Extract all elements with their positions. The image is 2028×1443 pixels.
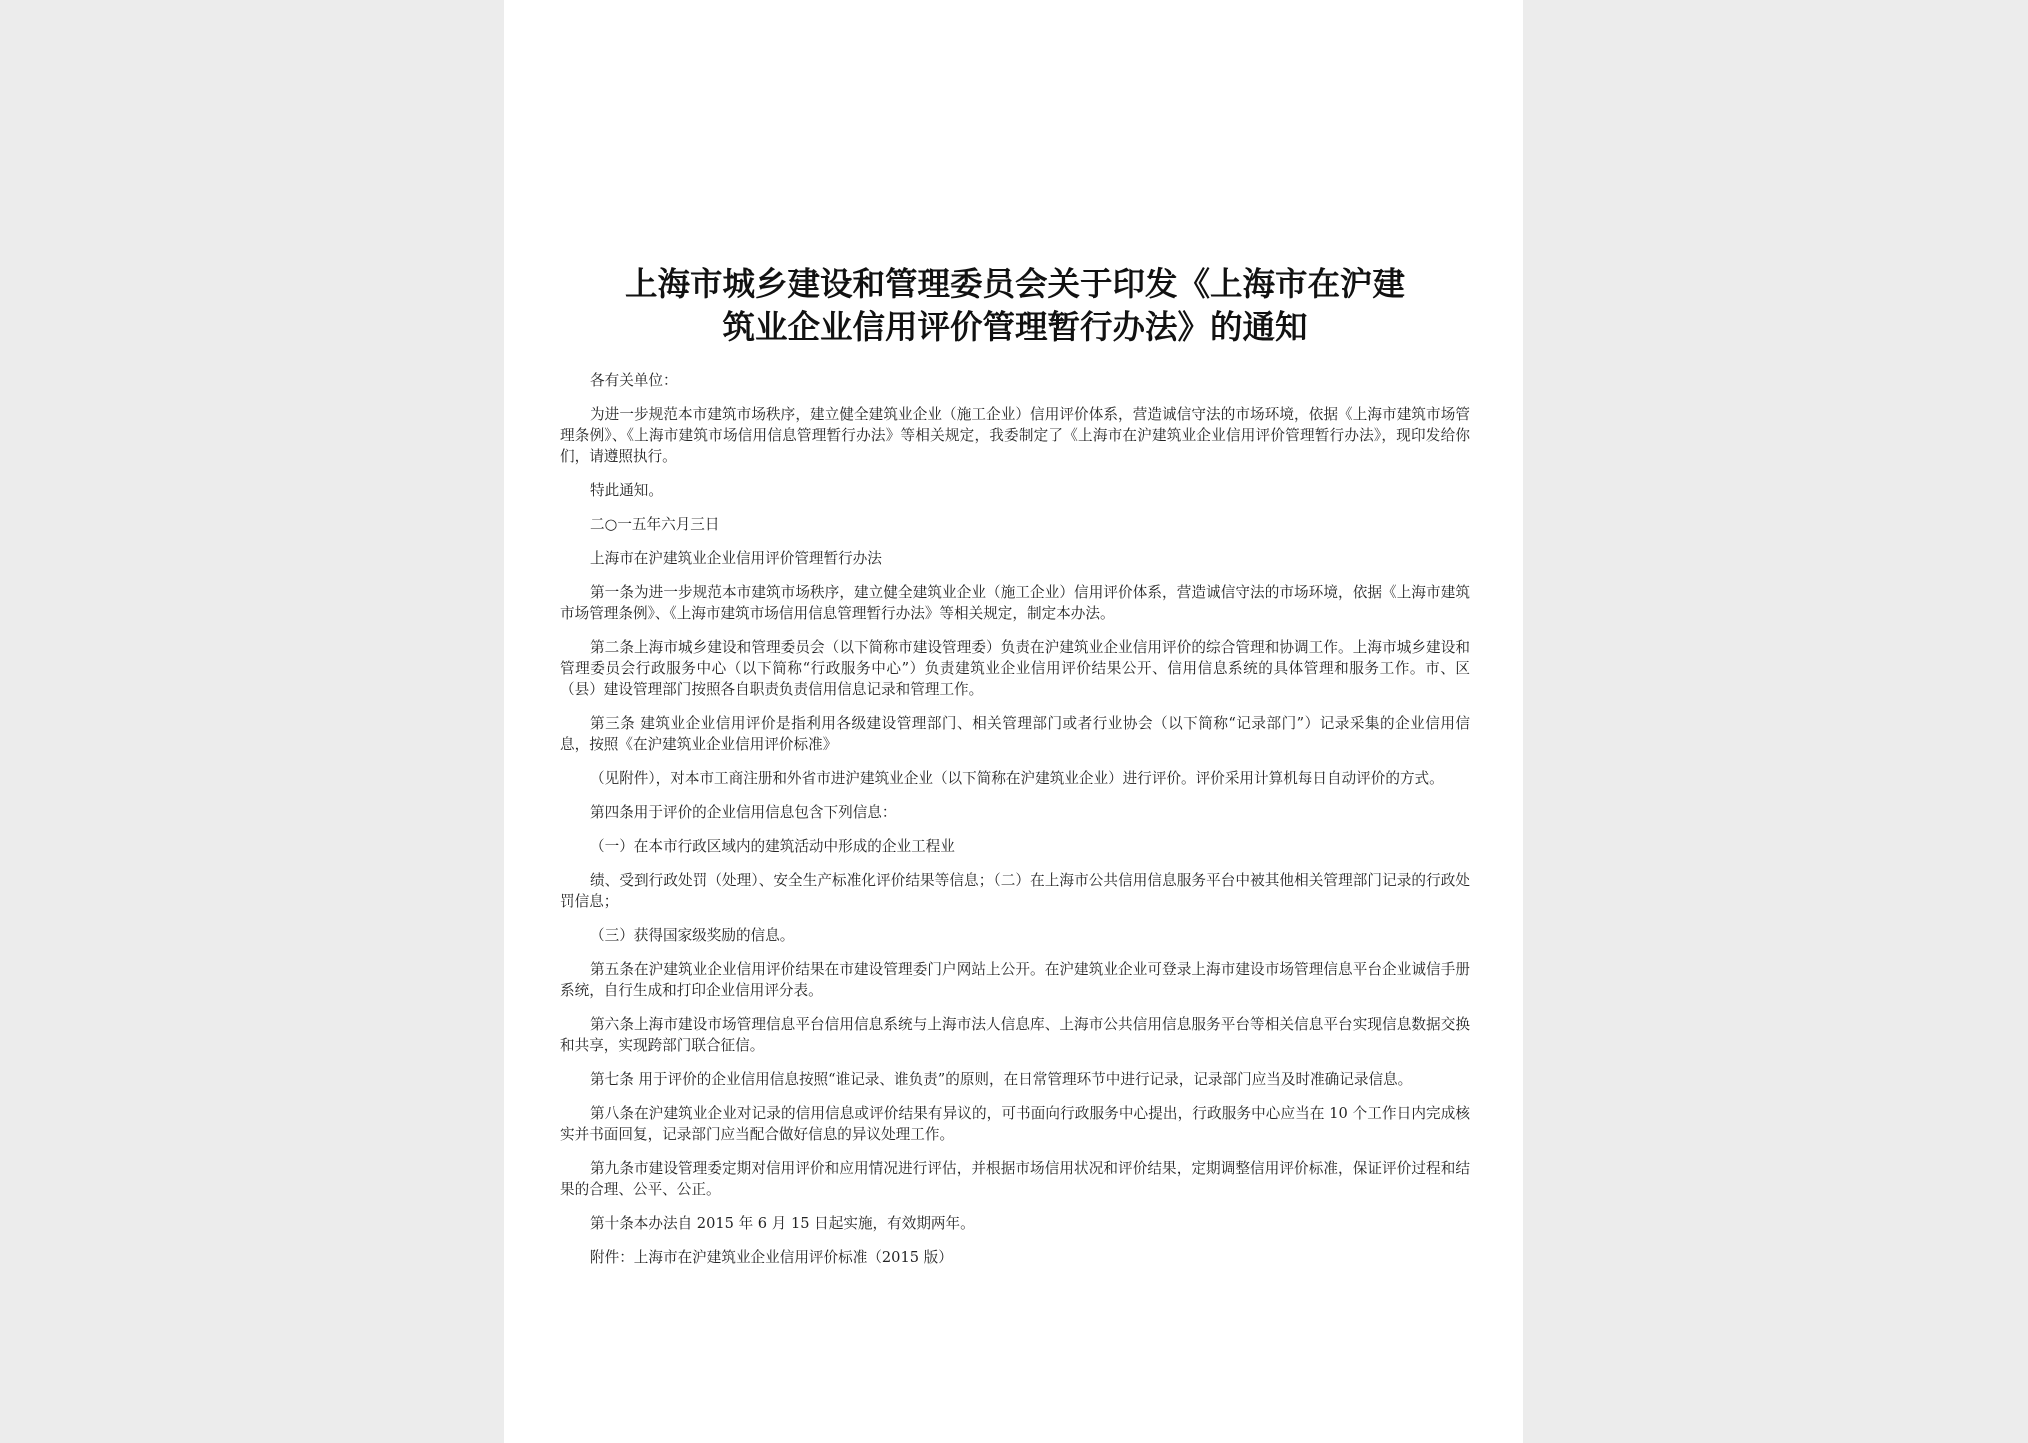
title-line-2: 筑业企业信用评价管理暂行办法》的通知 xyxy=(722,307,1308,346)
article-4-item-1-continued: 绩、受到行政处罚（处理）、安全生产标准化评价结果等信息；（二）在上海市公共信用信息服务平台中被其他相关管理部门记录的行政处罚信息； xyxy=(560,872,1470,910)
article-2: 第二条上海市城乡建设和管理委员会（以下简称市建设管理委）负责在沪建筑业企业信用评价的综合管理和协调工作。上海市城乡建设和管理委员会行政服务中心（以下简称“行政服务中心”）负责建筑业企业信用评价结果公开、信用信息系统的具体管理和服务工作。市、区（县）建设管理部门按照各自职责负责信用信息记录和管理工作。 xyxy=(560,639,1470,698)
notice-date: 二○一五年六月三日 xyxy=(590,516,720,533)
salutation: 各有关单位： xyxy=(590,372,678,389)
article-9: 第九条市建设管理委定期对信用评价和应用情况进行评估，并根据市场信用状况和评价结果，定期调整信用评价标准，保证评价过程和结果的合理、公平、公正。 xyxy=(560,1160,1470,1198)
measures-title: 上海市在沪建筑业企业信用评价管理暂行办法 xyxy=(590,550,882,567)
article-3-continued: （见附件），对本市工商注册和外省市进沪建筑业企业（以下简称在沪建筑业企业）进行评价。评价采用计算机每日自动评价的方式。 xyxy=(590,770,1444,787)
article-4: 第四条用于评价的企业信用信息包含下列信息： xyxy=(590,804,897,821)
notice-closing: 特此通知。 xyxy=(590,482,663,499)
document-title xyxy=(560,262,1470,348)
article-7: 第七条 用于评价的企业信用信息按照“谁记录、谁负责”的原则，在日常管理环节中进行记录，记录部门应当及时准确记录信息。 xyxy=(590,1071,1413,1088)
attachment-note: 附件：上海市在沪建筑业企业信用评价标准（2015 版） xyxy=(590,1249,953,1266)
title-line-1: 上海市城乡建设和管理委员会关于印发《上海市在沪建 xyxy=(624,264,1405,303)
article-8: 第八条在沪建筑业企业对记录的信用信息或评价结果有异议的，可书面向行政服务中心提出，行政服务中心应当在 10 个工作日内完成核实并书面回复，记录部门应当配合做好信息的异议处理工作。 xyxy=(560,1105,1470,1143)
document-page xyxy=(504,0,1523,1443)
article-3: 第三条 建筑业企业信用评价是指利用各级建设管理部门、相关管理部门或者行业协会（以下简称“记录部门”）记录采集的企业信用信息，按照《在沪建筑业企业信用评价标准》 xyxy=(560,715,1470,753)
article-10: 第十条本办法自 2015 年 6 月 15 日起实施，有效期两年。 xyxy=(590,1215,975,1232)
article-1: 第一条为进一步规范本市建筑市场秩序，建立健全建筑业企业（施工企业）信用评价体系，营造诚信守法的市场环境，依据《上海市建筑市场管理条例》、《上海市建筑市场信用信息管理暂行办法》等相关规定，制定本办法。 xyxy=(560,584,1470,622)
article-6: 第六条上海市建设市场管理信息平台信用信息系统与上海市法人信息库、上海市公共信用信息服务平台等相关信息平台实现信息数据交换和共享，实现跨部门联合征信。 xyxy=(560,1016,1470,1054)
article-4-item-1: （一）在本市行政区域内的建筑活动中形成的企业工程业 xyxy=(590,838,955,855)
document-body xyxy=(560,262,1470,1281)
article-5: 第五条在沪建筑业企业信用评价结果在市建设管理委门户网站上公开。在沪建筑业企业可登录上海市建设市场管理信息平台企业诚信手册系统，自行生成和打印企业信用评分表。 xyxy=(560,961,1470,999)
notice-paragraph: 为进一步规范本市建筑市场秩序，建立健全建筑业企业（施工企业）信用评价体系，营造诚信守法的市场环境，依据《上海市建筑市场管理条例》、《上海市建筑市场信用信息管理暂行办法》等相关规定，我委制定了《上海市在沪建筑业企业信用评价管理暂行办法》，现印发给你们，请遵照执行。 xyxy=(560,406,1470,465)
article-4-item-3: （三）获得国家级奖励的信息。 xyxy=(590,927,795,944)
